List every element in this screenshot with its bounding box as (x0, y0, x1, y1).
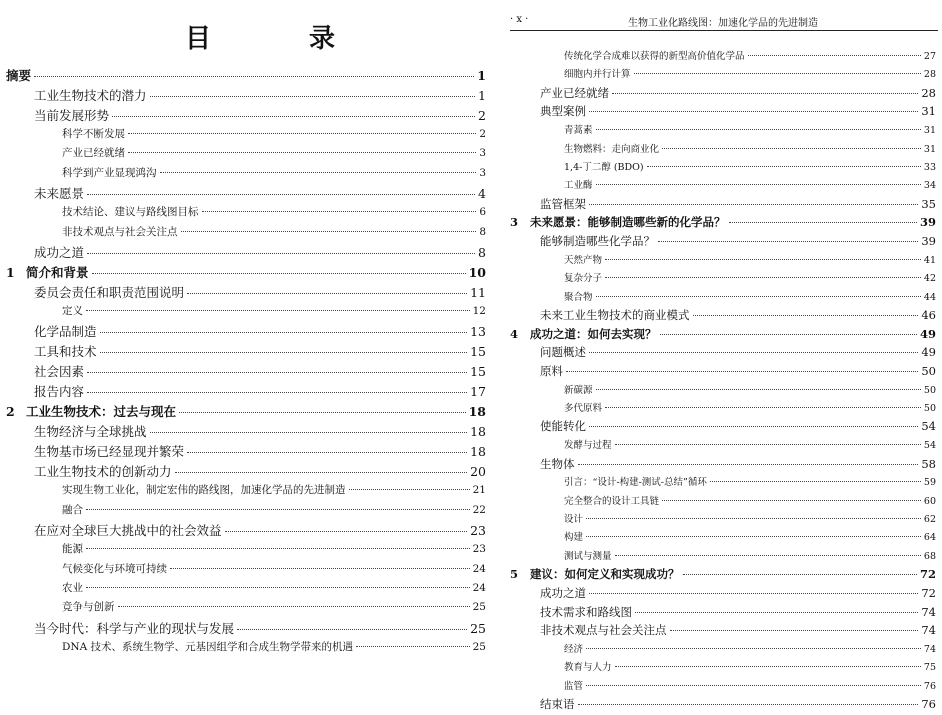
toc-entry[interactable] (6, 322, 486, 342)
toc-page-number: 31 (923, 143, 936, 155)
toc-page-number: 50 (923, 403, 936, 415)
toc-entry-label: 当前发展形势 (34, 108, 110, 123)
toc-entry-label: 多代原料 (564, 403, 603, 415)
toc-page-number: 31 (923, 125, 936, 137)
toc-entry[interactable] (510, 548, 936, 566)
toc-page-number: 15 (470, 364, 486, 380)
dot-leader (87, 392, 467, 393)
toc-page-number: 74 (923, 643, 936, 655)
toc-entry-label: 成功之道：如何去实现？ (530, 326, 657, 341)
toc-entry[interactable] (6, 502, 486, 521)
dot-leader (670, 630, 919, 631)
toc-entry-label: 工业生物技术的潜力 (34, 88, 147, 103)
toc-page-number: 24 (472, 581, 486, 594)
dot-leader (605, 407, 921, 408)
dot-leader (34, 76, 474, 77)
toc-entry[interactable] (510, 418, 936, 437)
dot-leader (187, 293, 467, 294)
dot-leader (578, 704, 919, 705)
dot-leader (179, 412, 466, 413)
toc-entry-label: 未来工业生物技术的商业模式 (540, 307, 690, 322)
dot-leader (349, 489, 470, 490)
toc-entry[interactable] (6, 86, 486, 106)
toc-entry-label: 新碳源 (564, 384, 593, 396)
toc-entry[interactable] (510, 529, 936, 547)
dot-leader (92, 273, 466, 274)
toc-entry[interactable] (6, 204, 486, 223)
toc-entry-label: 构建 (564, 532, 584, 544)
toc-entry[interactable] (510, 400, 936, 418)
toc-entry[interactable] (6, 303, 486, 322)
toc-page-number: 2 (479, 128, 486, 140)
toc-entry-label: 天然产物 (564, 254, 603, 266)
toc-entry-label: 在应对全球巨大挑战中的社会效益 (34, 523, 222, 539)
running-header (510, 12, 938, 31)
toc-page-number: 39 (919, 215, 936, 230)
toc-page-number: 39 (921, 234, 936, 249)
toc-entry[interactable] (6, 639, 486, 658)
chapter-number: 4 (510, 326, 519, 341)
toc-entry-label: 教育与人力 (564, 662, 612, 674)
toc-page-number: 44 (923, 291, 936, 303)
dot-leader (586, 648, 921, 649)
toc-entry-label: 未来愿景：能够制造哪些新的化学品？ (530, 215, 726, 230)
toc-page-number: 46 (921, 307, 936, 322)
toc-page-number: 27 (923, 51, 936, 62)
toc-entry[interactable] (510, 493, 936, 511)
toc-page-number: 8 (479, 225, 486, 238)
toc-entry-label: 定义 (62, 304, 83, 317)
toc-page-number: 33 (923, 161, 936, 173)
toc-entry[interactable] (510, 66, 936, 84)
toc-entry-label: 生物基市场已经显现并繁荣 (34, 444, 185, 460)
dot-leader (170, 568, 470, 569)
toc-page-number: 24 (472, 562, 486, 575)
running-title: 生物工业化路线图：加速化学品的先进制造 (628, 18, 818, 29)
toc-entry[interactable] (510, 696, 936, 715)
dot-leader (596, 296, 921, 297)
toc-page-number: 18 (468, 404, 486, 420)
toc-entry-label: 原料 (540, 364, 563, 379)
toc-page-number: 68 (923, 550, 936, 562)
toc-entry[interactable] (510, 659, 936, 677)
toc-entry-label: 引言：“设计-构建-测试-总结”循环 (564, 477, 707, 489)
toc-entry[interactable] (6, 422, 486, 442)
toc-entry-label: 未来愿景 (34, 186, 85, 202)
dot-leader (578, 464, 919, 465)
toc-entry-label: 问题概述 (540, 345, 586, 360)
toc-entry[interactable] (6, 342, 486, 362)
dot-leader (634, 73, 921, 74)
toc-page-number: 22 (472, 503, 486, 516)
toc-entry[interactable] (510, 48, 936, 66)
toc-entry-label: 非技术观点与社会关注点 (540, 623, 667, 638)
dot-leader (589, 204, 918, 205)
toc-entry-label: 完全整合的设计工具链 (564, 495, 660, 507)
dot-leader (658, 241, 918, 242)
toc-page-number: 23 (472, 543, 486, 556)
toc-page-number: 25 (472, 640, 486, 653)
toc-entry[interactable] (510, 196, 936, 215)
toc-entry-label: 农业 (62, 581, 83, 594)
toc-entry-label: 能够制造哪些化学品？ (540, 234, 655, 249)
toc-entry-label: 融合 (62, 503, 83, 516)
dot-leader (150, 432, 468, 433)
dot-leader (128, 133, 476, 134)
dot-leader (87, 253, 475, 254)
toc-entry-label: 细胞内并行计算 (564, 69, 631, 81)
chapter-number: 2 (6, 404, 15, 420)
toc-entry[interactable] (510, 326, 936, 345)
toc-page-number: 59 (923, 477, 936, 489)
toc-entry[interactable] (6, 619, 486, 639)
toc-entry-label: 工具和技术 (34, 344, 97, 360)
toc-page-number: 17 (470, 384, 486, 400)
toc-entry-label: 传统化学合成难以获得的新型高价值化学品 (564, 51, 745, 62)
toc-entry-label: 竞争与创新 (62, 601, 115, 614)
toc-page-number: 74 (921, 604, 936, 619)
toc-entry[interactable] (510, 85, 936, 104)
toc-page-number: 1 (478, 88, 486, 103)
dot-leader (87, 372, 467, 373)
dot-leader (589, 352, 918, 353)
toc-entry-label: 科学到产业显现鸿沟 (62, 166, 157, 179)
dot-leader (612, 93, 918, 94)
toc-entry[interactable] (6, 263, 486, 283)
page-marker: · x · (510, 14, 529, 25)
toc-entry[interactable] (6, 462, 486, 482)
toc-entry-label: 实现生物工业化，制定宏伟的路线图，加速化学品的先进制造 (62, 484, 346, 497)
dot-leader (202, 211, 477, 212)
toc-entry-label: 成功之道 (540, 585, 586, 600)
dot-leader (683, 574, 917, 575)
toc-entry-label: 工业生物技术：过去与现在 (26, 404, 177, 420)
dot-leader (596, 389, 921, 390)
toc-entry[interactable] (6, 580, 486, 599)
dot-leader (589, 426, 918, 427)
toc-entry[interactable] (6, 165, 486, 184)
toc-entry[interactable] (510, 122, 936, 140)
toc-entry-label: 工业酶 (564, 180, 593, 192)
dot-leader (586, 685, 921, 686)
dot-leader (118, 606, 470, 607)
dot-leader (615, 555, 921, 556)
toc-entry[interactable] (510, 141, 936, 159)
toc-entry[interactable] (510, 474, 936, 492)
toc-entry[interactable] (510, 382, 936, 400)
toc-page-number: 60 (923, 495, 936, 507)
dot-leader (187, 452, 467, 453)
dot-leader (356, 646, 470, 647)
toc-entry[interactable] (510, 103, 936, 122)
toc-page-number: 18 (470, 444, 486, 460)
toc-page-number: 4 (478, 186, 486, 202)
toc-page-number: 64 (923, 532, 936, 544)
toc-entry[interactable] (510, 437, 936, 455)
toc-entry[interactable] (6, 66, 486, 86)
dot-leader (596, 129, 921, 130)
dot-leader (605, 259, 921, 260)
toc-entry[interactable] (6, 382, 486, 402)
chapter-number: 1 (6, 264, 15, 280)
dot-leader (86, 587, 470, 588)
toc-entry[interactable] (6, 184, 486, 204)
toc-page-number: 23 (470, 523, 486, 539)
dot-leader (693, 315, 919, 316)
toc-page-number: 11 (470, 284, 486, 300)
toc-entry[interactable] (510, 289, 936, 307)
toc-entry-label: 监管 (564, 680, 584, 692)
dot-leader (662, 500, 921, 501)
toc-entry[interactable] (6, 283, 486, 303)
toc-entry-label: 监管框架 (540, 196, 586, 211)
dot-leader (635, 612, 918, 613)
toc-list-right (510, 48, 936, 715)
toc-entry-label: 简介和背景 (26, 264, 89, 280)
toc-page-number: 75 (923, 662, 936, 674)
toc-entry-label: 聚合物 (564, 291, 593, 303)
toc-page-number: 28 (923, 69, 936, 81)
chapter-number: 5 (510, 567, 519, 582)
toc-page-number: 50 (921, 364, 936, 379)
toc-entry[interactable] (510, 159, 936, 177)
dot-leader (225, 531, 468, 532)
toc-entry[interactable] (6, 106, 486, 126)
dot-leader (662, 148, 921, 149)
toc-entry-label: 技术需求和路线图 (540, 604, 632, 619)
toc-entry[interactable] (6, 243, 486, 263)
dot-leader (150, 96, 476, 97)
toc-entry[interactable] (510, 344, 936, 363)
dot-leader (647, 166, 921, 167)
toc-page-number: 28 (921, 85, 936, 100)
toc-entry-label: 复杂分子 (564, 273, 603, 285)
dot-leader (660, 334, 917, 335)
toc-entry[interactable] (510, 252, 936, 270)
toc-entry-label: 能源 (62, 543, 83, 556)
toc-page-number: 54 (923, 440, 936, 452)
toc-entry-label: 青蒿素 (564, 125, 593, 137)
toc-entry-label: 建议：如何定义和实现成功？ (530, 567, 680, 582)
toc-entry[interactable] (510, 363, 936, 382)
dot-leader (748, 55, 921, 56)
toc-page-number: 62 (923, 514, 936, 526)
toc-page-number: 20 (470, 464, 486, 480)
toc-entry[interactable] (510, 566, 936, 585)
toc-entry-label: 产业已经就绪 (540, 85, 609, 100)
right-page (504, 0, 942, 712)
toc-entry[interactable] (510, 270, 936, 288)
toc-entry-label: 气候变化与环境可持续 (62, 562, 167, 575)
dot-leader (596, 184, 921, 185)
toc-entry[interactable] (6, 442, 486, 462)
toc-title-char: 目 (185, 24, 212, 54)
dot-leader (160, 172, 477, 173)
toc-title-char: 录 (308, 24, 335, 54)
toc-entry[interactable] (6, 482, 486, 501)
toc-page-number: 21 (472, 484, 486, 497)
toc-entry[interactable] (510, 604, 936, 623)
toc-page-number: 6 (479, 206, 486, 219)
toc-page-number: 58 (921, 456, 936, 471)
toc-entry-label: 摘要 (6, 68, 32, 83)
toc-entry-label: 产业已经就绪 (62, 147, 125, 160)
dot-leader (605, 277, 921, 278)
toc-entry[interactable] (6, 541, 486, 560)
dot-leader (112, 116, 475, 117)
toc-page-number: 25 (470, 620, 486, 636)
toc-entry-label: 成功之道 (34, 244, 85, 260)
toc-entry[interactable] (6, 561, 486, 580)
toc-entry-label: 生物体 (540, 456, 575, 471)
toc-title (185, 18, 335, 55)
toc-page-number: 54 (921, 419, 936, 434)
toc-page-number: 41 (923, 254, 936, 266)
toc-page-number: 1 (477, 68, 486, 83)
toc-entry-label: 经济 (564, 643, 584, 655)
dot-leader (729, 222, 917, 223)
dot-leader (710, 481, 921, 482)
toc-entry[interactable] (510, 307, 936, 326)
toc-entry[interactable] (6, 402, 486, 422)
toc-entry[interactable] (510, 233, 936, 252)
toc-page-number: 18 (470, 424, 486, 440)
toc-page-number: 34 (923, 180, 936, 192)
toc-page-number: 50 (923, 384, 936, 396)
toc-page-number: 3 (479, 166, 486, 179)
toc-entry[interactable] (6, 599, 486, 618)
toc-entry[interactable] (510, 214, 936, 233)
toc-entry-label: 委员会责任和职责范围说明 (34, 284, 185, 300)
toc-page-number: 2 (478, 108, 486, 123)
dot-leader (589, 111, 918, 112)
toc-page-number: 42 (923, 273, 936, 285)
dot-leader (566, 371, 918, 372)
dot-leader (175, 472, 468, 473)
toc-entry-label: 报告内容 (34, 384, 85, 400)
toc-page-number: 35 (921, 196, 936, 211)
toc-entry-label: 化学品制造 (34, 324, 97, 340)
dot-leader (128, 152, 476, 153)
toc-entry-label: 非技术观点与社会关注点 (62, 225, 178, 238)
toc-entry[interactable] (6, 145, 486, 164)
toc-entry[interactable] (510, 511, 936, 529)
dot-leader (615, 666, 921, 667)
toc-entry[interactable] (6, 362, 486, 382)
dot-leader (586, 536, 921, 537)
toc-entry-label: 科学不断发展 (62, 128, 125, 140)
dot-leader (87, 194, 475, 195)
toc-entry-label: 生物燃料：走向商业化 (564, 143, 660, 155)
toc-entry[interactable] (6, 224, 486, 243)
toc-entry-label: 技术结论、建议与路线图目标 (62, 206, 199, 219)
toc-entry[interactable] (510, 456, 936, 475)
dot-leader (586, 518, 921, 519)
dot-leader (86, 548, 470, 549)
toc-entry-label: 生物经济与全球挑战 (34, 424, 147, 440)
toc-page-number: 31 (921, 104, 936, 119)
toc-entry-label: 社会因素 (34, 364, 85, 380)
toc-page-number: 72 (921, 585, 936, 600)
toc-list-left (6, 66, 486, 658)
toc-page-number: 74 (921, 623, 936, 638)
toc-entry[interactable] (6, 126, 486, 145)
toc-entry[interactable] (510, 585, 936, 604)
toc-entry-label: 1,4-丁二醇 (BDO) (564, 161, 644, 173)
toc-entry-label: DNA 技术、系统生物学、元基因组学和合成生物学带来的机遇 (62, 640, 354, 653)
dot-leader (589, 593, 918, 594)
toc-page-number: 76 (921, 697, 936, 712)
toc-entry-label: 测试与测量 (564, 550, 612, 562)
toc-entry-label: 使能转化 (540, 419, 586, 434)
toc-page-number: 13 (470, 324, 486, 340)
toc-page-number: 12 (472, 304, 486, 317)
dot-leader (100, 352, 468, 353)
toc-entry[interactable] (510, 177, 936, 195)
toc-entry[interactable] (510, 622, 936, 641)
toc-page-number: 3 (479, 147, 486, 160)
toc-page-number: 72 (919, 567, 936, 582)
toc-page-number: 49 (919, 326, 936, 341)
toc-page-number: 10 (468, 264, 486, 280)
toc-page-number: 15 (470, 344, 486, 360)
toc-page-number: 76 (923, 680, 936, 692)
dot-leader (86, 310, 470, 311)
toc-entry-label: 结束语 (540, 697, 575, 712)
dot-leader (615, 444, 921, 445)
toc-entry-label: 工业生物技术的创新动力 (34, 464, 172, 480)
dot-leader (237, 629, 467, 630)
toc-page-number: 25 (472, 601, 486, 614)
toc-page-number: 49 (921, 345, 936, 360)
toc-entry-label: 当今时代：科学与产业的现状与发展 (34, 620, 235, 636)
toc-entry-label: 典型案例 (540, 104, 586, 119)
chapter-number: 3 (510, 215, 519, 230)
dot-leader (86, 509, 470, 510)
toc-entry[interactable] (510, 641, 936, 659)
toc-entry-label: 设计 (564, 514, 584, 526)
dot-leader (100, 332, 468, 333)
toc-entry-label: 发酵与过程 (564, 440, 612, 452)
toc-entry[interactable] (6, 521, 486, 541)
toc-page-number: 8 (478, 244, 486, 260)
dot-leader (181, 231, 477, 232)
